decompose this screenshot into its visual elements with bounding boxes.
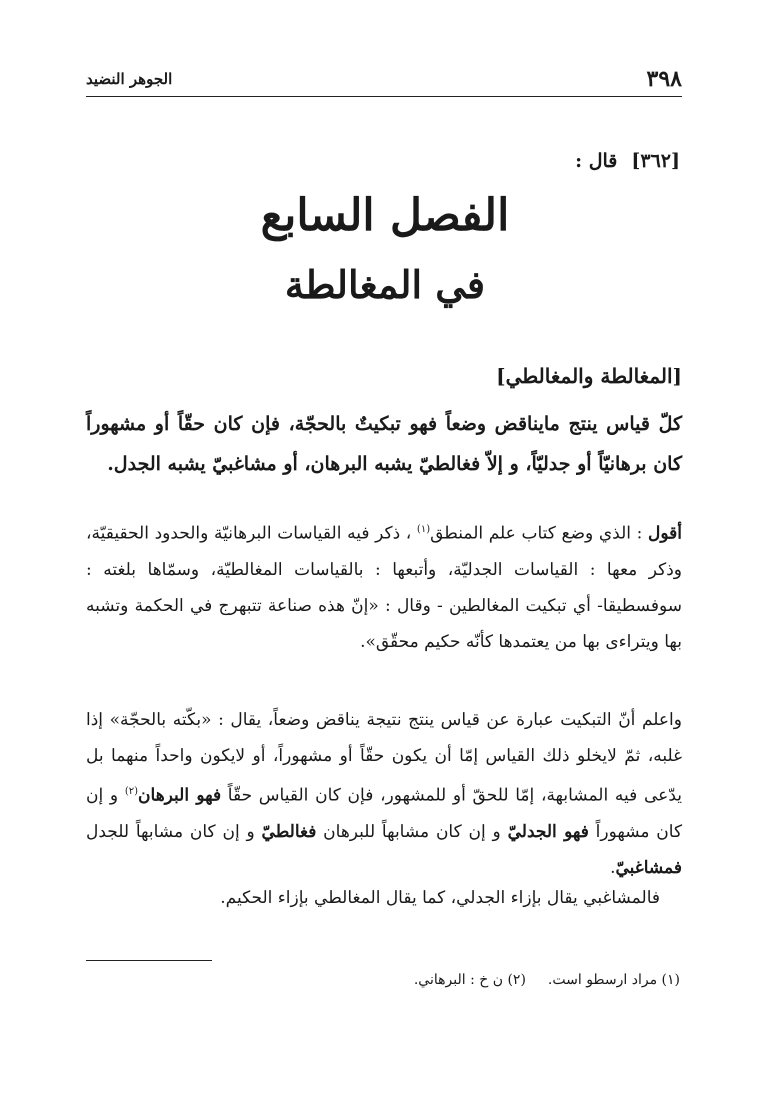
term-ghalati: فغالطيّ [261,821,317,842]
reference-label: قال : [575,150,618,172]
reference-line [575,150,680,172]
term-jadali: فهو الجدليّ [507,821,589,842]
page-number: ٣٩٨ [646,66,682,92]
commentary-paragraph-2 [86,702,682,886]
commentary-text: ، ذكر فيه القياسات البرهانيّة والحدود الحقيقيّة، وذكر معها : القياسات الجدليّة، وأتبعها : بالقياسات المغالطيّة، وسمّاها بلغته : سوفسطيقا- أي تبكيت المغالطين - وقال : «إنّ هذه صناعة تتبهرج في الحكمة وتشبه بها ويتراءى بها من يعتمدها كأنّه حكيم محقّق». [86,523,682,652]
footnote-divider [86,960,212,961]
term-mushaghibi: فمشاغبيّ [615,857,682,878]
commentary-text: : الذي وضع كتاب علم المنطق [430,523,643,544]
page-header [86,66,682,92]
footnote-ref: (٢) [124,786,139,797]
matn-paragraph: كلّ قياس ينتج مايناقض وضعاً فهو تبكيتٌ بالحجّة، فإن كان حقّاً أو مشهوراً كان برهانيّاً أو جدليّاً، و إلاّ فغالطيّ يشبه البرهان، أو مشاغبيّ يشبه الجدل. [86,413,682,475]
lead-word: أقول [648,523,682,544]
footnote-1: (١) مراد ارسطو است. [547,972,680,988]
term-burhan: فهو البرهان [138,785,222,806]
commentary-text: و إن كان مشابهاً للبرهان [323,821,501,842]
section-heading: [المغالطة والمغالطي] [496,364,682,388]
reference-number: [٣٦٢] [631,150,680,172]
commentary-text: و إن كان مشهوراً [86,785,683,842]
commentary-paragraph-3: فالمشاغبي يقال بإزاء الجدلي، كما يقال المغالطي بإزاء الحكيم. [220,888,660,908]
header-divider [86,96,682,97]
commentary-paragraph-1 [86,512,682,660]
footnote-2: (٢) ن خ : البرهاني. [413,972,526,988]
chapter-title: الفصل السابع [260,190,510,241]
footnote-ref: (١) [416,524,431,535]
chapter-subtitle: في المغالطة [284,262,486,307]
commentary-text: واعلم أنّ التبكيت عبارة عن قياس ينتج نتيجة يناقض وضعاً، يقال : «بكّته بالحجّة» إذا غلبه، ثمّ لايخلو ذلك القياس إمّا أن يكون حقّاً أو مشهوراً، أو لايكون واحداً منهما بل يدّعى فيه المشابهة، إمّا للحقّ أو للمشهور، فإن كان القياس حقّاً [86,710,682,806]
commentary-text: و إن كان مشابهاً للجدل [86,821,255,842]
running-title: الجوهر النضيد [86,70,173,88]
footnotes [414,972,680,988]
sentence-end: . [610,857,616,878]
